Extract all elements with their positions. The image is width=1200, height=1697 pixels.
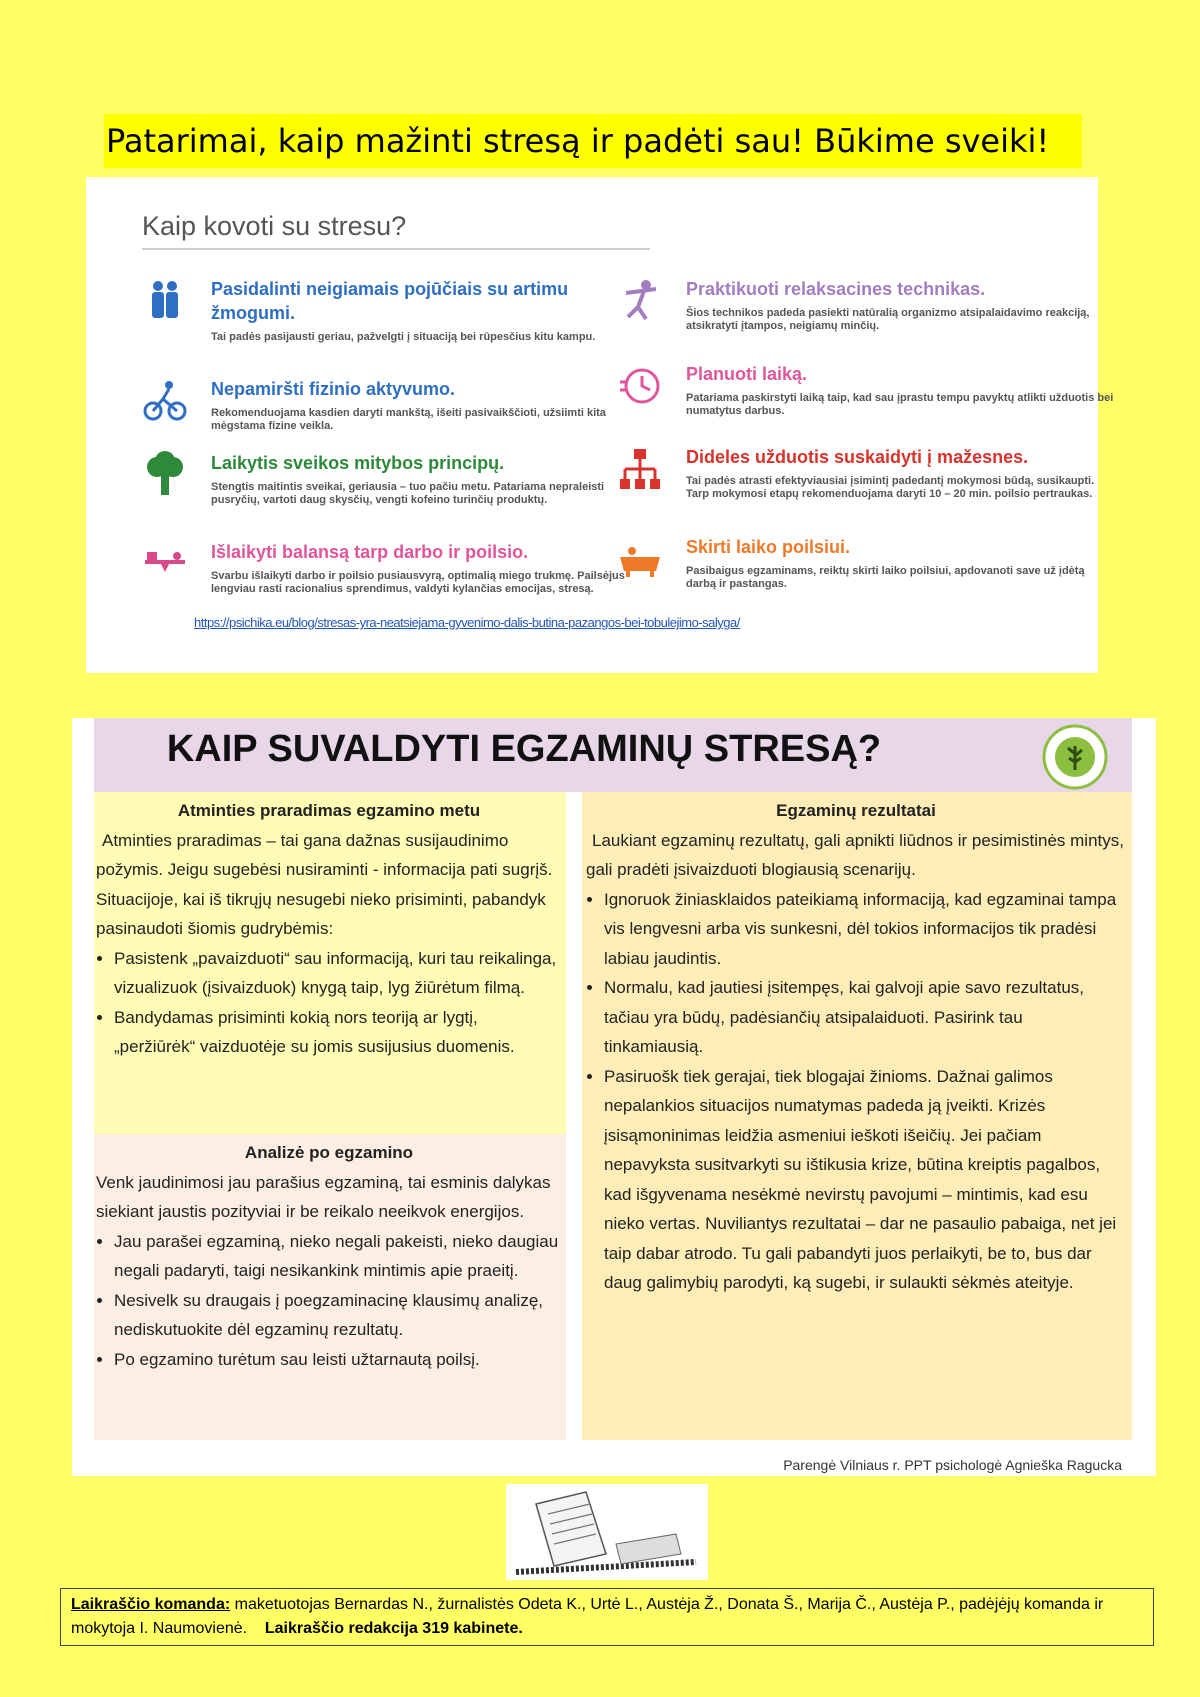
author-credit: Parengė Vilniaus r. PPT psichologė Agnieška Ragucka	[783, 1457, 1122, 1473]
bullet-list	[96, 944, 562, 1062]
memory-loss-text	[96, 796, 562, 1062]
clock-icon	[616, 362, 664, 410]
tip-heading: Dideles užduotis suskaidyti į mažesnes.	[686, 447, 1029, 467]
relaxation-icon	[616, 277, 664, 325]
paragraph: Venk jaudinimosi jau parašius egzaminą, tai esminis dalykas siekiant jaustis pozityviai ir be reikalo neeikvok energijos.	[96, 1172, 551, 1221]
panel-title: KAIP SUVALDYTI EGZAMINŲ STRESĄ?	[166, 728, 882, 770]
tip-heading: Nepamiršti fizinio aktyvumo.	[211, 379, 456, 399]
tip-description: Rekomenduojama kasdien daryti mankštą, išeiti pasivaikščioti, užsiimti kita mėgstama fizine veikla.	[211, 407, 606, 432]
exam-results-text	[586, 796, 1126, 1298]
paper-sketch-illustration	[506, 1484, 708, 1580]
list-item: • Pasistenk „pavaizduoti“ sau informaciją, kuri tau reikalinga, vizualizuok (įsivaizduok) knygą taip, lyg žiūrėtum filmą.	[114, 944, 562, 1003]
tip-work-rest-balance	[211, 540, 641, 596]
tip-description: Svarbu išlaikyti darbo ir poilsio pusiausvyrą, optimalią miego trukmę. Pailsėjus lengviau rasti racionalius sprendimus, valdyti kylančias emocijas, stresą.	[211, 570, 625, 595]
page-headline: Patarimai, kaip mažinti stresą ir padėti sau! Būkime sveiki!	[104, 114, 1082, 168]
people-icon	[141, 277, 189, 325]
list-item: • Normalu, kad jautiesi įsitempęs, kai galvoji apie savo rezultatus, tačiau yra būdų, padėsiančių atsipalaiduoti. Pasirink tau tinkamiausią.	[604, 973, 1126, 1062]
tip-heading: Laikytis sveikos mitybos principų.	[211, 453, 505, 473]
exam-stress-panel	[72, 718, 1156, 1476]
list-item: • Po egzamino turėtum sau leisti užtarnautą poilsį.	[114, 1345, 562, 1375]
paragraph: Atminties praradimas – tai gana dažnas susijaudinimo požymis. Jeigu sugebėsi nusiraminti - informacija pati sugrįš.	[96, 830, 553, 879]
paragraph: Laukiant egzaminų rezultatų, gali apnikti liūdnos ir pesimistinės mintys, gali pradėti įsivaizduoti blogiausią scenarijų.	[586, 830, 1124, 879]
tip-share-feelings	[211, 277, 641, 344]
broccoli-icon	[141, 451, 189, 499]
tip-heading: Pasidalinti neigiamais pojūčiais su artimu žmogumi.	[211, 279, 569, 323]
tip-relaxation	[686, 277, 1116, 333]
tip-description: Stengtis maitintis sveikai, geriausia – tuo pačiu metu. Patariama nepraleisti pusryčių, vartoti daug skysčių, vengti kofeino turinčių produktų.	[211, 481, 605, 506]
paragraph: Situacijoje, kai iš tikrųjų nesugebi nieko prisiminti, pabandyk pasinaudoti šiomis gudrybėmis:	[96, 889, 546, 938]
tip-description: Šios technikos padeda pasiekti natūralią organizmo atsipalaidavimo reakciją, atsikratyti įtampos, neigiamų minčių.	[686, 307, 1090, 332]
list-item: • Jau parašei egzaminą, nieko negali pakeisti, nieko daugiau negali padaryti, taigi nesikankink mintimis apie praeitį.	[114, 1227, 562, 1286]
cyclist-icon	[141, 377, 189, 425]
team-members: maketuotojas Bernardas N., žurnalistės Odeta K., Urtė L., Austėja Ž., Donata Š., Marija Č., Austėja P., padėjėjų komanda ir mokytoja I. Naumovienė.	[71, 1596, 1104, 1637]
bullet-list	[96, 1227, 562, 1375]
tip-physical-activity	[211, 377, 641, 433]
hierarchy-icon	[616, 445, 664, 493]
section-heading: Analizė po egzamino	[244, 1143, 414, 1162]
list-item: • Bandydamas prisiminti kokią nors teoriją ar lygtį, „peržiūrėk“ vaizduotėje su jomis susijusius duomenis.	[114, 1003, 562, 1062]
tip-description: Patariama paskirstyti laiką taip, kad sau įprastu tempu pavyktų atlikti užduotis bei numatytus darbus.	[686, 392, 1114, 417]
tip-heading: Planuoti laiką.	[686, 364, 808, 384]
tip-healthy-eating	[211, 451, 641, 507]
title-banner	[94, 718, 1132, 792]
list-item: • Pasiruošk tiek gerajai, tiek blogajai žinioms. Dažnai galimos nepalankios situacijos numatymas padeda ją įveikti. Krizės įsisąmoninimas leidžia asmeniui ieškoti išeičių. Jei pačiam nepavyksta susitvarkyti su ištikusia krize, būtina kreiptis pagalbos, kad išgyvenama nesėkmė nevirstų pavojumi – mintimis, kad esu nieko vertas. Nuviliantys rezultatai – dar ne pasaulio pabaiga, net jei taip dabar atrodo. Tu gali pabandyti juos perlaikyti, be to, bus dar daug galimybių parodyti, ką sugebi, ir sulaukti sėkmės ateityje.	[604, 1062, 1126, 1298]
source-link[interactable]: https://psichika.eu/blog/stresas-yra-neatsiejama-gyvenimo-dalis-butina-pazangos-bei-tobulejimo-salyga/	[194, 615, 740, 630]
panel-title: Kaip kovoti su stresu?	[142, 211, 407, 241]
stress-tips-panel	[86, 177, 1114, 673]
tip-time-planning	[686, 362, 1116, 418]
list-item: • Nesivelk su draugais į poegzaminacinę klausimų analizę, nediskutuokite dėl egzaminų rezultatų.	[114, 1286, 562, 1345]
tip-description: Pasibaigus egzaminams, reiktų skirti laiko poilsiui, apdovanoti save už įdėtą darbą ir pastangas.	[686, 565, 1085, 590]
tip-description: Tai padės pasijausti geriau, pažvelgti į situaciją bei rūpesčius kitu kampu.	[211, 331, 596, 343]
post-exam-text	[96, 1138, 562, 1374]
team-label: Laikraščio komanda:	[71, 1596, 231, 1613]
tip-description: Tai padės atrasti efektyviausiai įsimintį padedantį mokymosi būdą, susikaupti. Tarp mokymosi etapų rekomenduojama daryti 10 – 20 min. poilsio pertraukas.	[686, 475, 1095, 500]
bullet-list	[586, 885, 1126, 1298]
tip-heading: Skirti laiko poilsiui.	[686, 537, 851, 557]
tree-logo-icon	[1042, 724, 1108, 790]
newspaper-team-box	[60, 1588, 1154, 1646]
bathtub-icon	[616, 535, 664, 583]
title-divider	[142, 248, 650, 250]
tip-split-tasks	[686, 445, 1116, 501]
section-heading: Egzaminų rezultatai	[776, 801, 936, 820]
balance-icon	[141, 540, 189, 588]
tip-rest-time	[686, 535, 1116, 591]
section-heading: Atminties praradimas egzamino metu	[177, 801, 481, 820]
tip-heading: Išlaikyti balansą tarp darbo ir poilsio.	[211, 542, 529, 562]
tip-heading: Praktikuoti relaksacines technikas.	[686, 279, 986, 299]
list-item: • Ignoruok žiniasklaidos pateikiamą informaciją, kad egzaminai tampa vis lengvesni arba vis sunkesni, dėl tokios informacijos tik pradėsi labiau jaudintis.	[604, 885, 1126, 974]
editorial-office: Laikraščio redakcija 319 kabinete.	[264, 1620, 523, 1637]
